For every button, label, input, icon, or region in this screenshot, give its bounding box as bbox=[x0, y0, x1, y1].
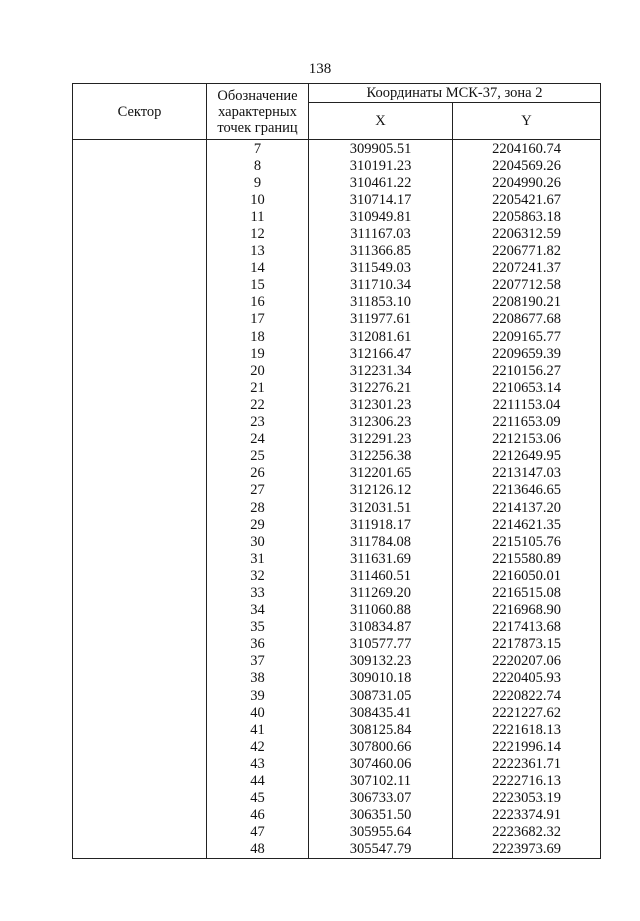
point-cell: 13 bbox=[207, 243, 309, 260]
sector-cell bbox=[73, 140, 207, 859]
point-cell: 23 bbox=[207, 414, 309, 431]
x-cell: 309905.51 bbox=[309, 140, 453, 158]
page-number: 138 bbox=[308, 61, 332, 77]
y-cell: 2212649.95 bbox=[453, 448, 601, 465]
y-cell: 2217413.68 bbox=[453, 619, 601, 636]
x-cell: 312301.23 bbox=[309, 396, 453, 413]
coordinates-table bbox=[72, 83, 601, 859]
y-cell: 2210156.27 bbox=[453, 362, 601, 379]
point-cell: 30 bbox=[207, 533, 309, 550]
x-cell: 311784.08 bbox=[309, 533, 453, 550]
point-cell: 39 bbox=[207, 687, 309, 704]
point-cell: 42 bbox=[207, 738, 309, 755]
y-cell: 2209165.77 bbox=[453, 328, 601, 345]
y-cell: 2207241.37 bbox=[453, 260, 601, 277]
x-cell: 311631.69 bbox=[309, 550, 453, 567]
x-cell: 312031.51 bbox=[309, 499, 453, 516]
x-cell: 309010.18 bbox=[309, 670, 453, 687]
point-cell: 38 bbox=[207, 670, 309, 687]
x-cell: 310191.23 bbox=[309, 157, 453, 174]
x-cell: 306733.07 bbox=[309, 790, 453, 807]
y-cell: 2208190.21 bbox=[453, 294, 601, 311]
x-cell: 305547.79 bbox=[309, 841, 453, 859]
table-row bbox=[73, 140, 601, 158]
point-cell: 45 bbox=[207, 790, 309, 807]
x-cell: 306351.50 bbox=[309, 807, 453, 824]
point-cell: 22 bbox=[207, 396, 309, 413]
point-cell: 15 bbox=[207, 277, 309, 294]
y-cell: 2206771.82 bbox=[453, 243, 601, 260]
x-cell: 312306.23 bbox=[309, 414, 453, 431]
point-cell: 35 bbox=[207, 619, 309, 636]
point-cell: 8 bbox=[207, 157, 309, 174]
y-cell: 2222716.13 bbox=[453, 772, 601, 789]
point-cell: 43 bbox=[207, 755, 309, 772]
point-cell: 12 bbox=[207, 225, 309, 242]
point-cell: 20 bbox=[207, 362, 309, 379]
y-cell: 2213646.65 bbox=[453, 482, 601, 499]
y-cell: 2206312.59 bbox=[453, 225, 601, 242]
y-cell: 2214621.35 bbox=[453, 516, 601, 533]
point-cell: 25 bbox=[207, 448, 309, 465]
point-cell: 47 bbox=[207, 824, 309, 841]
x-cell: 310461.22 bbox=[309, 174, 453, 191]
x-cell: 310577.77 bbox=[309, 636, 453, 653]
point-cell: 37 bbox=[207, 653, 309, 670]
y-cell: 2204160.74 bbox=[453, 140, 601, 158]
y-cell: 2211153.04 bbox=[453, 396, 601, 413]
x-cell: 312201.65 bbox=[309, 465, 453, 482]
header-x: X bbox=[309, 103, 453, 140]
x-cell: 312276.21 bbox=[309, 379, 453, 396]
x-cell: 308435.41 bbox=[309, 704, 453, 721]
x-cell: 311366.85 bbox=[309, 243, 453, 260]
y-cell: 2212153.06 bbox=[453, 431, 601, 448]
y-cell: 2213147.03 bbox=[453, 465, 601, 482]
point-cell: 16 bbox=[207, 294, 309, 311]
x-cell: 311977.61 bbox=[309, 311, 453, 328]
y-cell: 2223682.32 bbox=[453, 824, 601, 841]
y-cell: 2217873.15 bbox=[453, 636, 601, 653]
x-cell: 311167.03 bbox=[309, 225, 453, 242]
y-cell: 2214137.20 bbox=[453, 499, 601, 516]
point-cell: 46 bbox=[207, 807, 309, 824]
x-cell: 307800.66 bbox=[309, 738, 453, 755]
y-cell: 2220207.06 bbox=[453, 653, 601, 670]
point-cell: 36 bbox=[207, 636, 309, 653]
x-cell: 312231.34 bbox=[309, 362, 453, 379]
header-sector: Сектор bbox=[73, 84, 207, 140]
y-cell: 2209659.39 bbox=[453, 345, 601, 362]
point-cell: 44 bbox=[207, 772, 309, 789]
y-cell: 2216515.08 bbox=[453, 584, 601, 601]
y-cell: 2223374.91 bbox=[453, 807, 601, 824]
y-cell: 2215580.89 bbox=[453, 550, 601, 567]
point-cell: 41 bbox=[207, 721, 309, 738]
x-cell: 312081.61 bbox=[309, 328, 453, 345]
x-cell: 308731.05 bbox=[309, 687, 453, 704]
x-cell: 307460.06 bbox=[309, 755, 453, 772]
y-cell: 2222361.71 bbox=[453, 755, 601, 772]
x-cell: 311918.17 bbox=[309, 516, 453, 533]
y-cell: 2208677.68 bbox=[453, 311, 601, 328]
point-cell: 17 bbox=[207, 311, 309, 328]
y-cell: 2204990.26 bbox=[453, 174, 601, 191]
x-cell: 305955.64 bbox=[309, 824, 453, 841]
point-cell: 14 bbox=[207, 260, 309, 277]
x-cell: 312291.23 bbox=[309, 431, 453, 448]
header-y: Y bbox=[453, 103, 601, 140]
x-cell: 311269.20 bbox=[309, 584, 453, 601]
point-cell: 28 bbox=[207, 499, 309, 516]
point-cell: 9 bbox=[207, 174, 309, 191]
y-cell: 2204569.26 bbox=[453, 157, 601, 174]
x-cell: 307102.11 bbox=[309, 772, 453, 789]
point-cell: 27 bbox=[207, 482, 309, 499]
x-cell: 311549.03 bbox=[309, 260, 453, 277]
point-cell: 40 bbox=[207, 704, 309, 721]
x-cell: 308125.84 bbox=[309, 721, 453, 738]
point-cell: 24 bbox=[207, 431, 309, 448]
y-cell: 2221227.62 bbox=[453, 704, 601, 721]
x-cell: 312126.12 bbox=[309, 482, 453, 499]
point-cell: 34 bbox=[207, 602, 309, 619]
y-cell: 2221618.13 bbox=[453, 721, 601, 738]
x-cell: 311460.51 bbox=[309, 567, 453, 584]
y-cell: 2211653.09 bbox=[453, 414, 601, 431]
x-cell: 312256.38 bbox=[309, 448, 453, 465]
y-cell: 2221996.14 bbox=[453, 738, 601, 755]
point-cell: 18 bbox=[207, 328, 309, 345]
table-body bbox=[73, 140, 601, 859]
point-cell: 19 bbox=[207, 345, 309, 362]
x-cell: 311853.10 bbox=[309, 294, 453, 311]
y-cell: 2216050.01 bbox=[453, 567, 601, 584]
point-cell: 48 bbox=[207, 841, 309, 859]
y-cell: 2216968.90 bbox=[453, 602, 601, 619]
y-cell: 2205863.18 bbox=[453, 208, 601, 225]
x-cell: 311060.88 bbox=[309, 602, 453, 619]
header-points: Обозначение характерных точек границ bbox=[207, 84, 309, 140]
x-cell: 312166.47 bbox=[309, 345, 453, 362]
point-cell: 32 bbox=[207, 567, 309, 584]
x-cell: 311710.34 bbox=[309, 277, 453, 294]
point-cell: 11 bbox=[207, 208, 309, 225]
x-cell: 310949.81 bbox=[309, 208, 453, 225]
y-cell: 2210653.14 bbox=[453, 379, 601, 396]
point-cell: 31 bbox=[207, 550, 309, 567]
y-cell: 2207712.58 bbox=[453, 277, 601, 294]
x-cell: 310834.87 bbox=[309, 619, 453, 636]
y-cell: 2223053.19 bbox=[453, 790, 601, 807]
point-cell: 26 bbox=[207, 465, 309, 482]
point-cell: 7 bbox=[207, 140, 309, 158]
y-cell: 2205421.67 bbox=[453, 191, 601, 208]
header-coordinates: Координаты МСК-37, зона 2 bbox=[309, 84, 601, 103]
point-cell: 33 bbox=[207, 584, 309, 601]
x-cell: 310714.17 bbox=[309, 191, 453, 208]
x-cell: 309132.23 bbox=[309, 653, 453, 670]
point-cell: 29 bbox=[207, 516, 309, 533]
y-cell: 2220405.93 bbox=[453, 670, 601, 687]
y-cell: 2220822.74 bbox=[453, 687, 601, 704]
point-cell: 10 bbox=[207, 191, 309, 208]
point-cell: 21 bbox=[207, 379, 309, 396]
y-cell: 2223973.69 bbox=[453, 841, 601, 859]
y-cell: 2215105.76 bbox=[453, 533, 601, 550]
